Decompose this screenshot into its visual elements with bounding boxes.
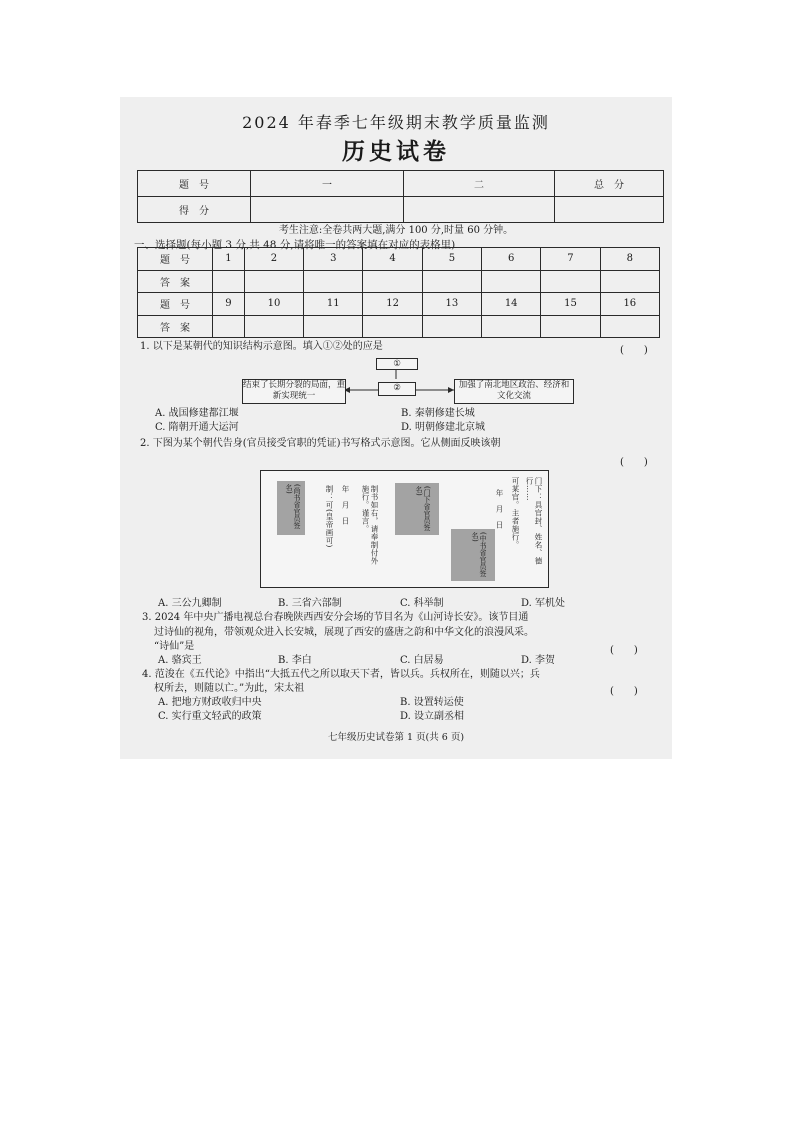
score-table [137,170,664,223]
question-number: 13 [422,293,481,316]
answer-row-label: 答 案 [138,270,213,293]
box-result-left: 结束了长期分裂的局面，重新实现统一 [242,379,346,404]
page-footer: 七年级历史试卷第 1 页(共 6 页) [327,732,465,743]
subject-title: 历史试卷 [342,138,450,165]
exam-page [120,97,672,759]
score-header-1: 一 [251,171,404,197]
doc-column-approval: 制：可(皇帝画可) [325,485,334,548]
stamp-zhongshu [451,529,495,581]
question-number: 15 [541,293,600,316]
answer-row-label: 答 案 [138,315,213,338]
q4-answer-paren[interactable]: ( ) [610,686,638,697]
answer-table [137,247,660,338]
score-row-label: 得 分 [138,197,251,223]
q3-answer-paren[interactable]: ( ) [610,645,638,656]
q4-stem-line-2: 权所去，则随以亡。”为此，宋太祖 [154,683,305,694]
q3-stem-line-1: 3. 2024 年中央广播电视总台春晚陕西西安分会场的节目名为《山河诗长安》。该节目通 [142,612,529,623]
q4-option-d[interactable]: D. 设立副丞相 [400,711,465,722]
answer-cell[interactable] [244,270,303,293]
score-header-2: 二 [404,171,555,197]
q3-option-b[interactable]: B. 李白 [278,655,312,666]
q2-option-a[interactable]: A. 三公九卿制 [158,598,222,609]
answer-cell[interactable] [244,315,303,338]
q1-option-b[interactable]: B. 秦朝修建长城 [401,408,475,419]
exam-title: 2024 年春季七年级期末教学质量监测 [242,113,550,132]
box-result-right: 加强了南北地区政治、经济和文化交流 [454,379,574,404]
answer-cell[interactable] [600,315,659,338]
q1-option-c[interactable]: C. 隋朝开通大运河 [155,422,239,433]
doc-column-date: 年 月 日 [341,485,350,525]
question-number: 12 [363,293,422,316]
q3-stem-line-3: “诗仙”是 [154,641,195,652]
score-cell [555,197,664,223]
q2-stem: 2. 下图为某个朝代告身(官员接受官职的凭证)书写格式示意图。它从侧面反映该朝 [140,438,501,449]
q3-option-d[interactable]: D. 李贺 [521,655,556,666]
question-number: 10 [244,293,303,316]
q1-option-a[interactable]: A. 战国修建都江堰 [155,408,239,419]
q4-stem-line-1: 4. 范浚在《五代论》中指出“大抵五代之所以取天下者，皆以兵。兵权所在，则随以兴；兵 [142,669,540,680]
question-number: 3 [304,248,363,271]
doc-column-menxia: 门下：具官封、姓名、德行…… [525,477,543,565]
question-number: 7 [541,248,600,271]
answer-cell[interactable] [482,315,541,338]
q2-option-d[interactable]: D. 军机处 [521,598,566,609]
answer-cell[interactable] [213,270,245,293]
stamp-text: (门下省官员签名) [415,486,431,531]
q4-option-c[interactable]: C. 实行重文轻武的政策 [158,711,262,722]
answer-cell[interactable] [422,270,481,293]
q2-option-c[interactable]: C. 科举制 [400,598,444,609]
q1-option-d[interactable]: D. 明朝修建北京城 [401,422,486,433]
answer-cell[interactable] [482,270,541,293]
stamp-text: (中书省官员签名) [471,532,487,577]
q3-stem-line-2: 过诗仙的视角，带领观众进入长安城，展现了西安的盛唐之韵和中华文化的浪漫风采。 [154,627,534,638]
score-header-total: 总 分 [555,171,664,197]
answer-cell[interactable] [213,315,245,338]
answer-cell[interactable] [363,270,422,293]
answer-row-label: 题 号 [138,248,213,271]
section-1-title: 一、选择题(每小题 3 分,共 48 分,请将唯一的答案填在对应的表格里) [134,239,456,251]
q4-option-b[interactable]: B. 设置转运使 [400,697,464,708]
question-number: 9 [213,293,245,316]
question-number: 14 [482,293,541,316]
exam-notice: 考生注意:全卷共两大题,满分 100 分,时量 60 分钟。 [278,225,514,236]
stamp-shangshu [277,481,305,535]
score-header-label: 题 号 [138,171,251,197]
q1-stem: 1. 以下是某朝代的知识结构示意图。填入①②处的应是 [140,341,383,352]
answer-cell[interactable] [363,315,422,338]
answer-cell[interactable] [304,315,363,338]
score-cell [251,197,404,223]
q3-option-a[interactable]: A. 骆宾王 [158,655,202,666]
doc-column-date-2: 年 月 日 [495,489,504,529]
box-blank-2: ② [378,382,416,396]
score-cell [404,197,555,223]
appointment-document-diagram [260,470,549,588]
box-blank-1: ① [376,358,418,370]
question-number: 4 [363,248,422,271]
q4-option-a[interactable]: A. 把地方财政收归中央 [158,697,262,708]
answer-row-label: 题 号 [138,293,213,316]
stamp-text: (尚书省官员签名) [285,484,301,529]
q3-option-c[interactable]: C. 白居易 [400,655,444,666]
question-number: 5 [422,248,481,271]
doc-column-order: 可某官。主者施行。 [511,477,520,549]
question-number: 11 [304,293,363,316]
answer-cell[interactable] [422,315,481,338]
question-number: 6 [482,248,541,271]
answer-cell[interactable] [304,270,363,293]
doc-column-decree: 制书如右，请奉制付外施行。谨言。 [361,485,379,565]
q1-answer-paren[interactable]: ( ) [620,345,648,356]
q2-answer-paren[interactable]: ( ) [620,457,648,468]
answer-cell[interactable] [541,315,600,338]
answer-cell[interactable] [600,270,659,293]
stamp-menxia [395,483,439,535]
question-number: 8 [600,248,659,271]
question-number: 2 [244,248,303,271]
question-number: 1 [213,248,245,271]
q2-option-b[interactable]: B. 三省六部制 [278,598,342,609]
answer-cell[interactable] [541,270,600,293]
question-number: 16 [600,293,659,316]
